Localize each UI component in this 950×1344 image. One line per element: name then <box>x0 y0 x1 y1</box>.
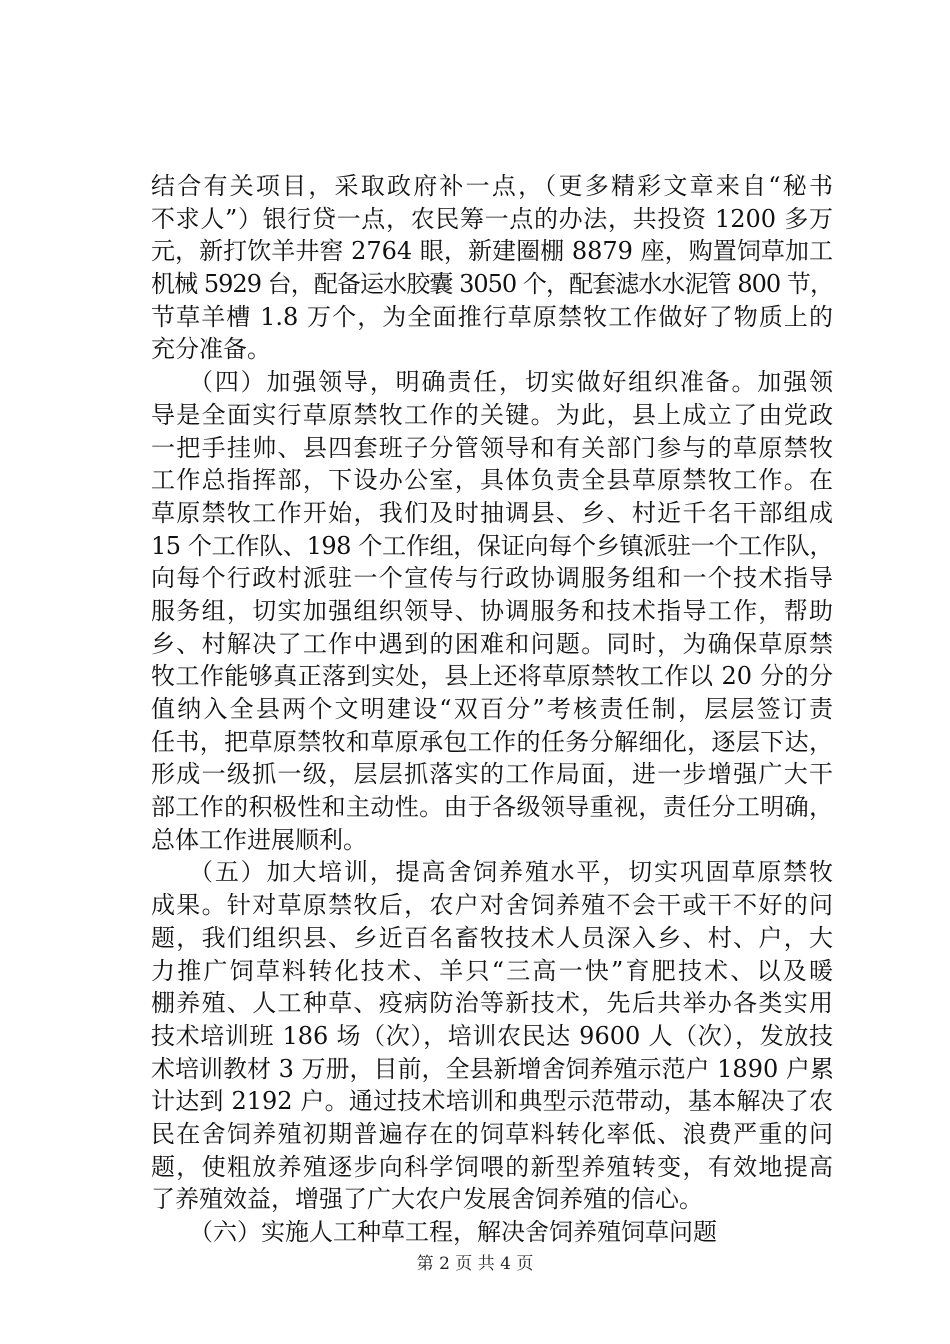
text-line: 值纳入全县两个文明建设“双百分”考核责任制，层层签订责 <box>151 695 833 723</box>
text-line: 结合有关项目，采取政府补一点，（更多精彩文章来自“秘书 <box>151 172 833 200</box>
paragraph-heading-line: （六）实施人工种草工程，解决舍饲养殖饲草问题 <box>189 1218 717 1246</box>
text-line: 计达到 2192 户。通过技术培训和典型示范带动，基本解决了农 <box>151 1087 833 1116</box>
text-line: 元，新打饮羊井窖 2764 眼，新建圈棚 8879 座，购置饲草加工 <box>151 237 833 266</box>
document-body <box>151 170 833 1249</box>
page-footer <box>0 1249 950 1274</box>
text-line: 牧工作能够真正落到实处，县上还将草原禁牧工作以 20 分的分 <box>151 662 833 691</box>
text-line: 一把手挂帅、县四套班子分管领导和有关部门参与的草原禁牧 <box>151 433 833 462</box>
page-number-label: 第 2 页 共 4 页 <box>416 1254 534 1274</box>
text-line: 机械 5929 台，配备运水胶囊 3050 个，配套滤水水泥管 800 节， <box>151 270 833 299</box>
text-line: 形成一级抓一级，层层抓落实的工作局面，进一步增强广大干 <box>151 760 833 789</box>
text-line: 力推广饲草料转化技术、羊只“三高一快”育肥技术、以及暖 <box>151 956 833 985</box>
text-line: 总体工作进展顺利。 <box>151 825 367 854</box>
text-line: 充分准备。 <box>151 335 271 364</box>
text-line: 部工作的积极性和主动性。由于各级领导重视，责任分工明确， <box>151 793 833 822</box>
text-line: 草原禁牧工作开始，我们及时抽调县、乡、村近千名干部组成 <box>151 498 833 527</box>
text-line: 民在舍饲养殖初期普遍存在的饲草料转化率低、浪费严重的问 <box>151 1119 833 1148</box>
text-line: 术培训教材 3 万册，目前，全县新增舍饲养殖示范户 1890 户累 <box>151 1054 834 1083</box>
text-line: 导是全面实行草原禁牧工作的关键。为此，县上成立了由党政 <box>151 400 833 429</box>
text-line: 15 个工作队、198 个工作组，保证向每个乡镇派驻一个工作队， <box>151 531 833 560</box>
text-line: 向每个行政村派驻一个宣传与行政协调服务组和一个技术指导 <box>151 564 833 593</box>
text-line: 服务组，切实加强组织领导、协调服务和技术指导工作，帮助 <box>151 596 833 625</box>
text-line: 题，我们组织县、乡近百名畜牧技术人员深入乡、村、户，大 <box>151 923 833 952</box>
text-line: 节草羊槽 1.8 万个，为全面推行草原禁牧工作做好了物质上的 <box>151 302 833 331</box>
text-line: 任书，把草原禁牧和草原承包工作的任务分解细化，逐层下达， <box>151 727 833 756</box>
text-line: 了养殖效益，增强了广大农户发展舍饲养殖的信心。 <box>151 1185 703 1214</box>
text-line: 成果。针对草原禁牧后，农户对舍饲养殖不会干或干不好的问 <box>151 891 833 920</box>
text-line: 工作总指挥部，下设办公室，具体负责全县草原禁牧工作。在 <box>151 466 833 495</box>
text-line: 棚养殖、人工种草、疫病防治等新技术，先后共举办各类实用 <box>151 989 833 1018</box>
text-line: 技术培训班 186 场（次），培训农民达 9600 人（次），发放技 <box>151 1021 833 1050</box>
text-line: 乡、村解决了工作中遇到的困难和问题。同时，为确保草原禁 <box>151 629 833 658</box>
paragraph-heading-line: （五）加大培训，提高舍饲养殖水平，切实巩固草原禁牧 <box>189 858 833 887</box>
text-line: 不求人”）银行贷一点，农民筹一点的办法，共投资 1200 多万 <box>151 204 833 233</box>
text-line: 题，使粗放养殖逐步向科学饲喂的新型养殖转变，有效地提高 <box>151 1152 833 1181</box>
paragraph-heading-line: （四）加强领导，明确责任，切实做好组织准备。加强领 <box>189 368 833 397</box>
